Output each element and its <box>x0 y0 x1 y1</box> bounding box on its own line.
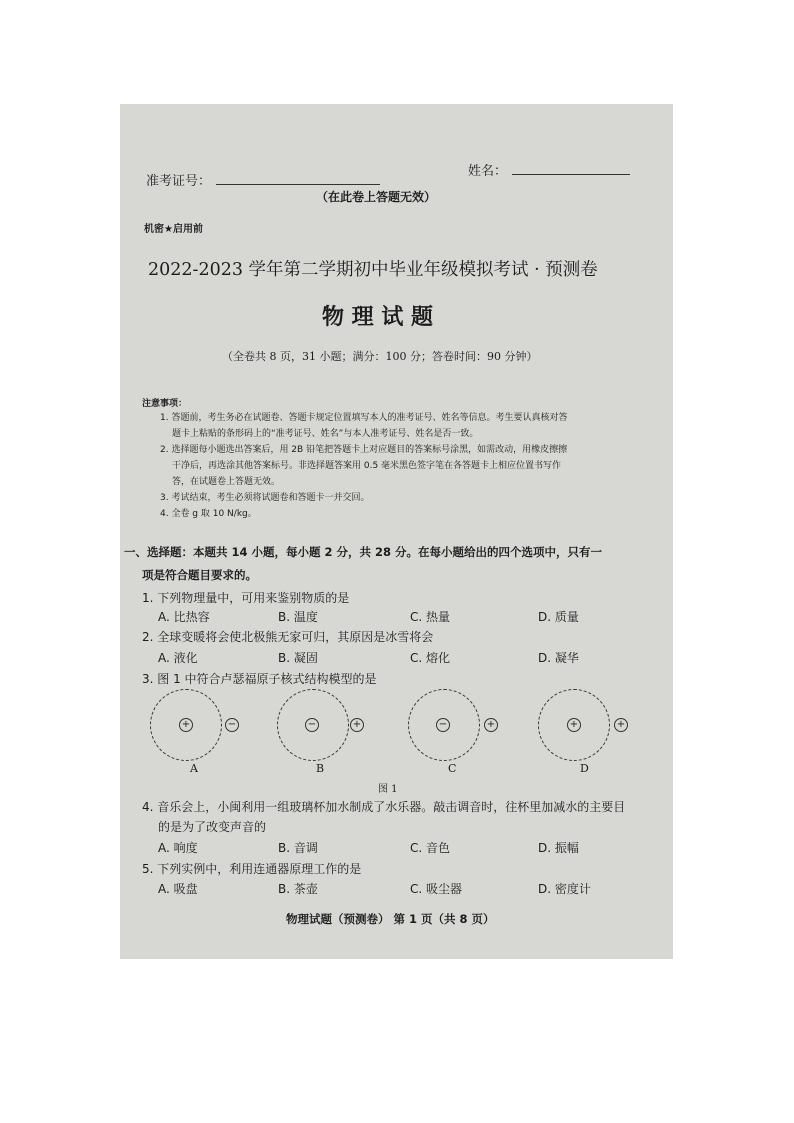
exam-paper <box>120 104 673 959</box>
section-heading-cont: 项是符合题目要求的。 <box>142 568 257 582</box>
question-3: 3. 图 1 中符合卢瑟福原子核式结构模型的是 <box>142 672 377 686</box>
page-footer: 物理试题（预测卷） 第 1 页（共 8 页） <box>286 912 495 926</box>
secret-mark: 机密★启用前 <box>144 224 203 235</box>
atom-c-nucleus: − <box>436 718 450 732</box>
note-line: 1. 答题前，考生务必在试题卷、答题卡规定位置填写本人的准考证号、姓名等信息。考生要认真核对答 <box>160 413 568 423</box>
option-a: A. 响度 <box>158 841 198 855</box>
option-a: A. 比热容 <box>158 610 210 624</box>
atom-d-outer-particle: + <box>614 718 628 732</box>
option-b: B. 音调 <box>278 841 318 855</box>
atom-b-label: B <box>316 762 325 775</box>
atom-a-electron: − <box>225 718 239 732</box>
option-a: A. 吸盘 <box>158 882 198 896</box>
atom-b-outer-particle: + <box>350 718 364 732</box>
option-d: D. 振幅 <box>538 841 579 855</box>
atom-a-nucleus: + <box>179 718 193 732</box>
note-line: 4. 全卷 g 取 10 N/kg。 <box>160 509 257 519</box>
question-4: 4. 音乐会上，小闽利用一组玻璃杯加水制成了水乐器。敲击调音时，往杯里加减水的主要目 <box>142 800 626 814</box>
note-line: 3. 考试结束，考生必须将试题卷和答题卡一并交回。 <box>160 493 370 503</box>
option-c: C. 吸尘器 <box>410 882 463 896</box>
option-c: C. 熔化 <box>410 651 451 665</box>
atom-d-nucleus: + <box>567 718 581 732</box>
notes-heading: 注意事项： <box>142 399 188 409</box>
admission-number-label: 准考证号： <box>146 174 212 189</box>
question-2: 2. 全球变暖将会使北极熊无家可归，其原因是冰雪将会 <box>142 630 434 644</box>
note-line: 题卡上粘贴的条形码上的“准考证号、姓名”与本人准考证号、姓名是否一致。 <box>172 429 479 439</box>
question-5: 5. 下列实例中，利用连通器原理工作的是 <box>142 862 362 876</box>
invalid-note: （在此卷上答题无效） <box>316 190 437 204</box>
exam-info: （全卷共 8 页，31 小题；满分：100 分；答卷时间：90 分钟） <box>222 350 538 363</box>
option-c: C. 热量 <box>410 610 451 624</box>
option-b: B. 温度 <box>278 610 318 624</box>
atom-c-label: C <box>448 762 457 775</box>
section-heading: 一、选择题：本题共 14 小题，每小题 2 分，共 28 分。在每小题给出的四个选项中，只有一 <box>124 545 603 559</box>
atom-c-outer-particle: + <box>484 718 498 732</box>
note-line: 2. 选择题每小题选出答案后，用 2B 铅笔把答题卡上对应题目的答案标号涂黑，如需改动，用橡皮擦擦 <box>160 445 568 455</box>
option-c: C. 音色 <box>410 841 451 855</box>
note-line: 干净后，再选涂其他答案标号。非选择题答案用 0.5 毫米黑色签字笔在各答题卡上相应位置书写作 <box>172 461 562 471</box>
question-4-cont: 的是为了改变声音的 <box>158 820 267 834</box>
option-d: D. 凝华 <box>538 651 579 665</box>
note-line: 答，在试题卷上答题无效。 <box>172 477 281 487</box>
name-label: 姓名： <box>468 164 508 179</box>
option-d: D. 密度计 <box>538 882 591 896</box>
admission-number-field[interactable] <box>216 184 380 185</box>
option-b: B. 凝固 <box>278 651 318 665</box>
atom-b-nucleus: − <box>305 718 319 732</box>
name-field[interactable] <box>512 174 630 175</box>
exam-title: 2022-2023 学年第二学期初中毕业年级模拟考试 · 预测卷 <box>148 260 598 280</box>
option-b: B. 茶壶 <box>278 882 318 896</box>
atom-a-label: A <box>190 762 198 775</box>
atom-d-label: D <box>580 762 589 775</box>
option-d: D. 质量 <box>538 610 579 624</box>
subject-title: 物 理 试 题 <box>322 305 433 330</box>
option-a: A. 液化 <box>158 651 198 665</box>
question-1: 1. 下列物理量中，可用来鉴别物质的是 <box>142 591 350 605</box>
figure-caption: 图 1 <box>378 784 398 795</box>
